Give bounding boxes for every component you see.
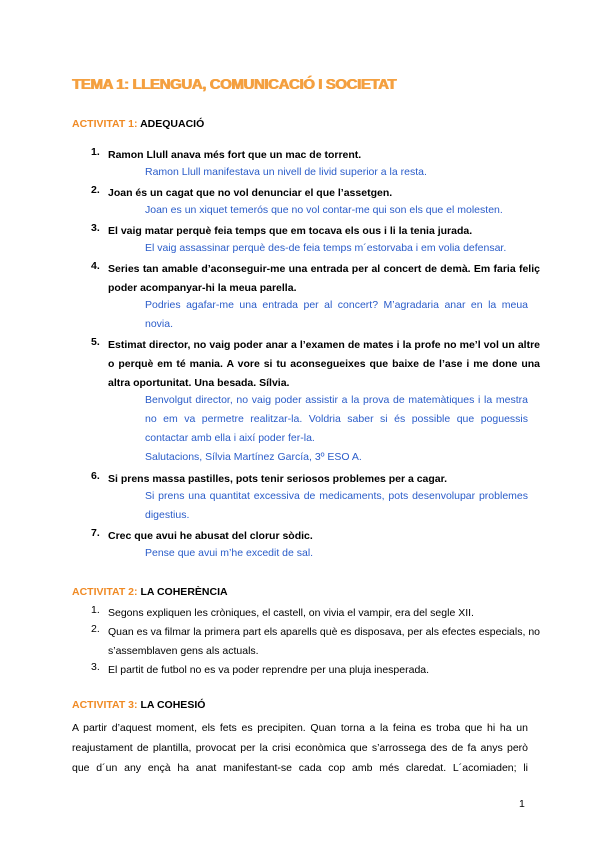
item-number: 4. <box>91 260 100 272</box>
item-number: 3. <box>91 222 100 234</box>
item-text: Segons expliquen les cròniques, el castell, on vivia el vampir, era del segle XII. <box>108 607 474 619</box>
activitat-1-title: ADEQUACIÓ <box>140 118 205 130</box>
activitat-1-label: ACTIVITAT 1: <box>72 118 138 130</box>
activitat-2-label: ACTIVITAT 2: <box>72 586 138 598</box>
item-question: Estimat director, no vaig poder anar a l’examen de mates i la profe no me’l vol un altre o perquè em té mania. A vore si tu aconsegueixes que baixe de l’ase i me done una altra oportunitat. Una besada. Sílvia. <box>108 339 540 389</box>
item-question: El vaig matar perquè feia temps que em tocava els ous i li la tenia jurada. <box>108 225 473 237</box>
item-answer: Pense que avui m’he excedit de sal. <box>145 547 314 559</box>
item-answer: El vaig assassinar perquè des-de feia temps m´estorvaba i em volia defensar. <box>145 242 507 254</box>
document-title: TEMA 1: LLENGUA, COMUNICACIÓ I SOCIETAT <box>72 76 397 93</box>
item-number: 2. <box>91 184 100 196</box>
item-answer: Benvolgut director, no vaig poder assistir a la prova de matemàtiques i la mestra no em va permetre realitzar-la. Voldria saber si és possible que poguessis contactar amb ella i així poder fer-la. <box>145 394 528 444</box>
activitat-2-heading <box>72 586 228 598</box>
item-text: Quan es va filmar la primera part els aparells què es disposava, per als efectes especials, no s’assemblaven gens als actuals. <box>108 626 540 657</box>
activitat-3-label: ACTIVITAT 3: <box>72 699 138 711</box>
item-text: El partit de futbol no es va poder reprendre per una pluja inesperada. <box>108 664 430 676</box>
item-number: 6. <box>91 470 100 482</box>
item-number: 3. <box>91 661 100 673</box>
item-question: Joan és un cagat que no vol denunciar el que l’assetgen. <box>108 187 393 199</box>
item-question: Crec que avui he abusat del clorur sòdic. <box>108 530 313 542</box>
item-question: Ramon Llull anava més fort que un mac de torrent. <box>108 149 362 161</box>
item-answer: Si prens una quantitat excessiva de medicaments, pots desenvolupar problemes digestius. <box>145 490 528 521</box>
item-number: 7. <box>91 527 100 539</box>
item-answer-signature: Salutacions, Sílvia Martínez García, 3º ESO A. <box>145 451 362 463</box>
activitat-2-title: LA COHERÈNCIA <box>140 586 228 598</box>
page-number: 1 <box>519 798 525 810</box>
cohesio-paragraph: A partir d’aquest moment, els fets es precipiten. Quan torna a la feina es troba que hi ha un reajustament de plantilla, provocat per la crisi econòmica que s’arrossega des de fa anys però que d´un any ençà ha anat manifestant-se cada cop amb més claredat. L´acomiaden; li <box>72 722 528 774</box>
activitat-3-title: LA COHESIÓ <box>140 699 206 711</box>
item-number: 1. <box>91 146 100 158</box>
item-answer: Podries agafar-me una entrada per al concert? M’agradaria anar en la meua novia. <box>145 299 528 330</box>
item-answer: Joan es un xiquet temerós que no vol contar-me qui son els que el molesten. <box>145 204 503 216</box>
item-question: Series tan amable d’aconseguir-me una entrada per al concert de demà. Em faria feliç poder acompanyar-hi la meua parella. <box>108 263 540 294</box>
item-question: Si prens massa pastilles, pots tenir seriosos problemes per a cagar. <box>108 473 448 485</box>
item-answer: Ramon Llull manifestava un nivell de livid superior a la resta. <box>145 166 427 178</box>
item-number: 5. <box>91 336 100 348</box>
activitat-3-heading <box>72 699 205 711</box>
item-number: 1. <box>91 604 100 616</box>
item-number: 2. <box>91 623 100 635</box>
activitat-1-heading <box>72 118 204 130</box>
